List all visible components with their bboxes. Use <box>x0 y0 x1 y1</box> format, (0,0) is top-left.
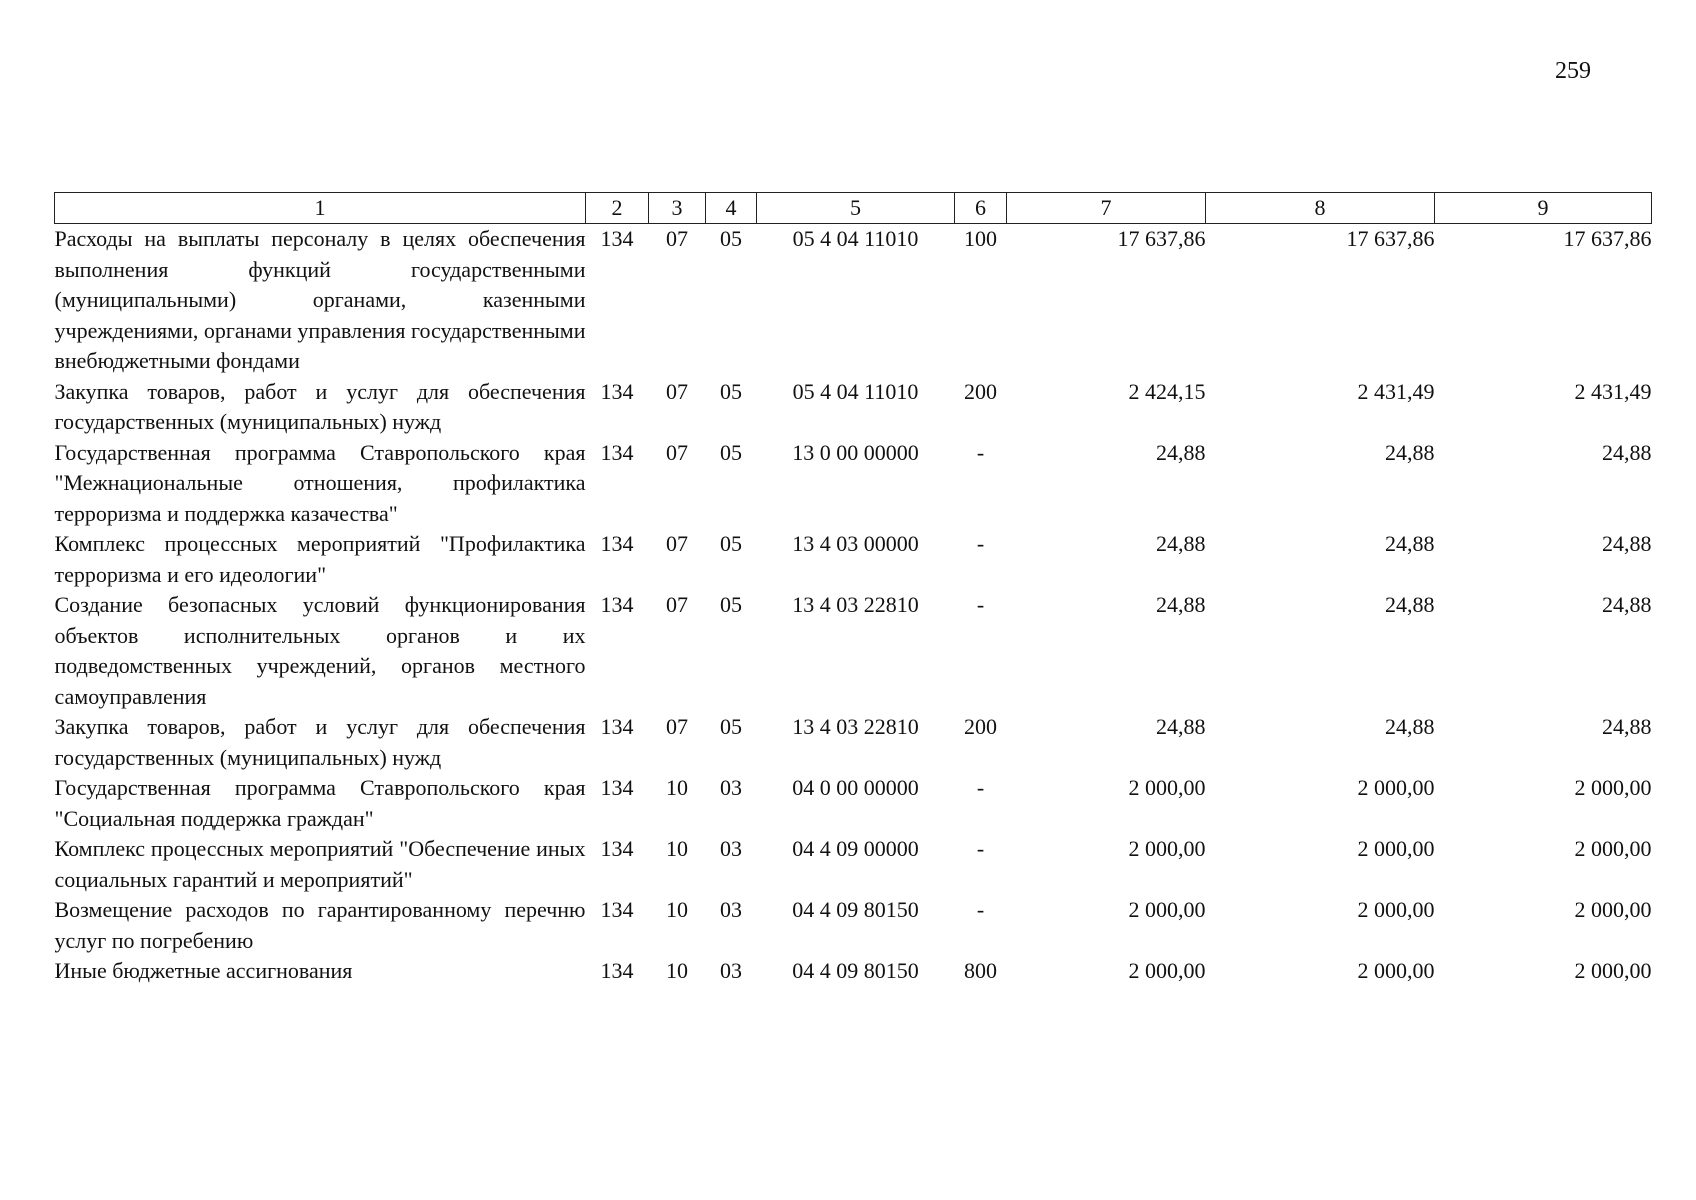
amount-col7: 24,88 <box>1156 439 1206 465</box>
amount-col8: 24,88 <box>1385 531 1435 556</box>
item-name: Государственная программа Ставропольского края "Социальная поддержка граждан" <box>54 775 586 831</box>
amount-col7: 2 000,00 <box>1128 958 1206 983</box>
amount-col8: 24,88 <box>1385 714 1435 739</box>
amount-col7: 24,88 <box>1156 531 1206 556</box>
table-row <box>55 438 1652 530</box>
amount-col7: 24,88 <box>1156 592 1206 617</box>
ministry-code: 134 <box>600 439 634 465</box>
item-name: Создание безопасных условий функционирования объектов исполнительных органов и их подведомственных учреждений, органов местного самоуправления <box>54 592 586 709</box>
section-code: 10 <box>666 958 688 983</box>
amount-col8: 2 000,00 <box>1357 775 1435 800</box>
item-name: Иные бюджетные ассигнования <box>54 958 353 983</box>
subsection-code: 05 <box>720 592 742 617</box>
column-header-2: 2 <box>586 193 649 224</box>
amount-col8: 2 000,00 <box>1357 958 1435 983</box>
section-code: 07 <box>666 439 688 465</box>
amount-col7: 24,88 <box>1156 714 1206 739</box>
ministry-code: 134 <box>600 714 634 739</box>
section-code: 10 <box>666 897 688 922</box>
amount-col8: 24,88 <box>1385 592 1435 617</box>
column-header-8: 8 <box>1206 193 1435 224</box>
column-header-1: 1 <box>55 193 586 224</box>
section-code: 07 <box>666 226 688 251</box>
table-row <box>55 529 1652 590</box>
section-code: 10 <box>666 836 688 861</box>
section-code: 07 <box>666 714 688 739</box>
table-row <box>55 712 1652 773</box>
amount-col9: 2 000,00 <box>1574 836 1652 861</box>
expense-type-code: - <box>976 836 985 861</box>
column-header-6: 6 <box>955 193 1007 224</box>
column-header-4: 4 <box>706 193 757 224</box>
target-article-code: 13 4 03 00000 <box>792 531 919 556</box>
target-article-code: 04 0 00 00000 <box>792 775 919 800</box>
subsection-code: 03 <box>720 958 742 983</box>
expense-type-code: - <box>976 775 985 800</box>
expense-type-code: - <box>976 531 985 556</box>
table-row <box>55 834 1652 895</box>
subsection-code: 03 <box>720 897 742 922</box>
expense-type-code: - <box>976 897 985 922</box>
ministry-code: 134 <box>600 531 634 556</box>
item-name: Комплекс процессных мероприятий "Обеспечение иных социальных гарантий и мероприятий" <box>54 836 586 892</box>
amount-col8: 2 000,00 <box>1357 836 1435 861</box>
table-row <box>55 377 1652 438</box>
amount-col9: 17 637,86 <box>1563 226 1652 251</box>
item-name: Возмещение расходов по гарантированному перечню услуг по погребению <box>54 897 586 953</box>
item-name: Комплекс процессных мероприятий "Профилактика терроризма и его идеологии" <box>54 531 586 587</box>
expense-type-code: 200 <box>964 714 997 739</box>
target-article-code: 13 4 03 22810 <box>792 714 919 739</box>
item-name: Закупка товаров, работ и услуг для обеспечения государственных (муниципальных) нужд <box>54 378 586 434</box>
subsection-code: 05 <box>720 531 742 556</box>
expense-type-code: - <box>976 592 985 617</box>
target-article-code: 04 4 09 80150 <box>792 958 919 983</box>
amount-col9: 2 000,00 <box>1574 897 1652 922</box>
table-row <box>55 224 1652 377</box>
table-row <box>55 590 1652 712</box>
section-code: 07 <box>666 592 688 617</box>
amount-col9: 2 431,49 <box>1574 378 1652 404</box>
subsection-code: 05 <box>720 226 742 251</box>
ministry-code: 134 <box>600 836 634 861</box>
target-article-code: 05 4 04 11010 <box>792 378 919 404</box>
ministry-code: 134 <box>600 775 634 800</box>
ministry-code: 134 <box>600 226 634 251</box>
expense-type-code: 800 <box>964 958 997 983</box>
ministry-code: 134 <box>600 897 634 922</box>
amount-col9: 24,88 <box>1602 714 1652 739</box>
item-name: Государственная программа Ставропольского края "Межнациональные отношения, профилактика терроризма и поддержка казачества" <box>54 439 586 526</box>
amount-col8: 2 431,49 <box>1357 378 1435 404</box>
target-article-code: 05 4 04 11010 <box>792 226 919 251</box>
header-row <box>55 193 1652 224</box>
subsection-code: 05 <box>720 439 742 465</box>
column-header-3: 3 <box>649 193 706 224</box>
column-header-9: 9 <box>1435 193 1652 224</box>
target-article-code: 04 4 09 80150 <box>792 897 919 922</box>
column-header-7: 7 <box>1007 193 1206 224</box>
subsection-code: 05 <box>720 714 742 739</box>
target-article-code: 13 4 03 22810 <box>792 592 919 617</box>
amount-col8: 2 000,00 <box>1357 897 1435 922</box>
amount-col7: 2 000,00 <box>1128 775 1206 800</box>
section-code: 10 <box>666 775 688 800</box>
amount-col7: 2 000,00 <box>1128 897 1206 922</box>
ministry-code: 134 <box>600 958 634 983</box>
amount-col7: 17 637,86 <box>1117 226 1206 251</box>
amount-col8: 17 637,86 <box>1346 226 1435 251</box>
target-article-code: 13 0 00 00000 <box>792 439 919 465</box>
amount-col9: 2 000,00 <box>1574 958 1652 983</box>
amount-col9: 24,88 <box>1602 592 1652 617</box>
amount-col7: 2 424,15 <box>1128 378 1206 404</box>
table-row <box>55 773 1652 834</box>
subsection-code: 03 <box>720 836 742 861</box>
amount-col7: 2 000,00 <box>1128 836 1206 861</box>
page-number: 259 <box>1555 58 1591 84</box>
subsection-code: 03 <box>720 775 742 800</box>
table-row <box>55 895 1652 956</box>
amount-col8: 24,88 <box>1385 439 1435 465</box>
budget-table <box>54 192 1652 987</box>
ministry-code: 134 <box>600 378 634 404</box>
ministry-code: 134 <box>600 592 634 617</box>
expense-type-code: 100 <box>964 226 997 251</box>
table-row <box>55 956 1652 987</box>
column-header-5: 5 <box>757 193 955 224</box>
amount-col9: 24,88 <box>1602 439 1652 465</box>
amount-col9: 24,88 <box>1602 531 1652 556</box>
target-article-code: 04 4 09 00000 <box>792 836 919 861</box>
section-code: 07 <box>666 531 688 556</box>
section-code: 07 <box>666 378 688 404</box>
subsection-code: 05 <box>720 378 742 404</box>
item-name: Закупка товаров, работ и услуг для обеспечения государственных (муниципальных) нужд <box>54 714 586 770</box>
expense-type-code: 200 <box>964 378 997 404</box>
item-name: Расходы на выплаты персоналу в целях обеспечения выполнения функций государственными (муниципальными) органами, казенными учреждениями, органами управления государственными внебюджетными фондами <box>54 226 586 373</box>
amount-col9: 2 000,00 <box>1574 775 1652 800</box>
expense-type-code: - <box>976 439 985 465</box>
